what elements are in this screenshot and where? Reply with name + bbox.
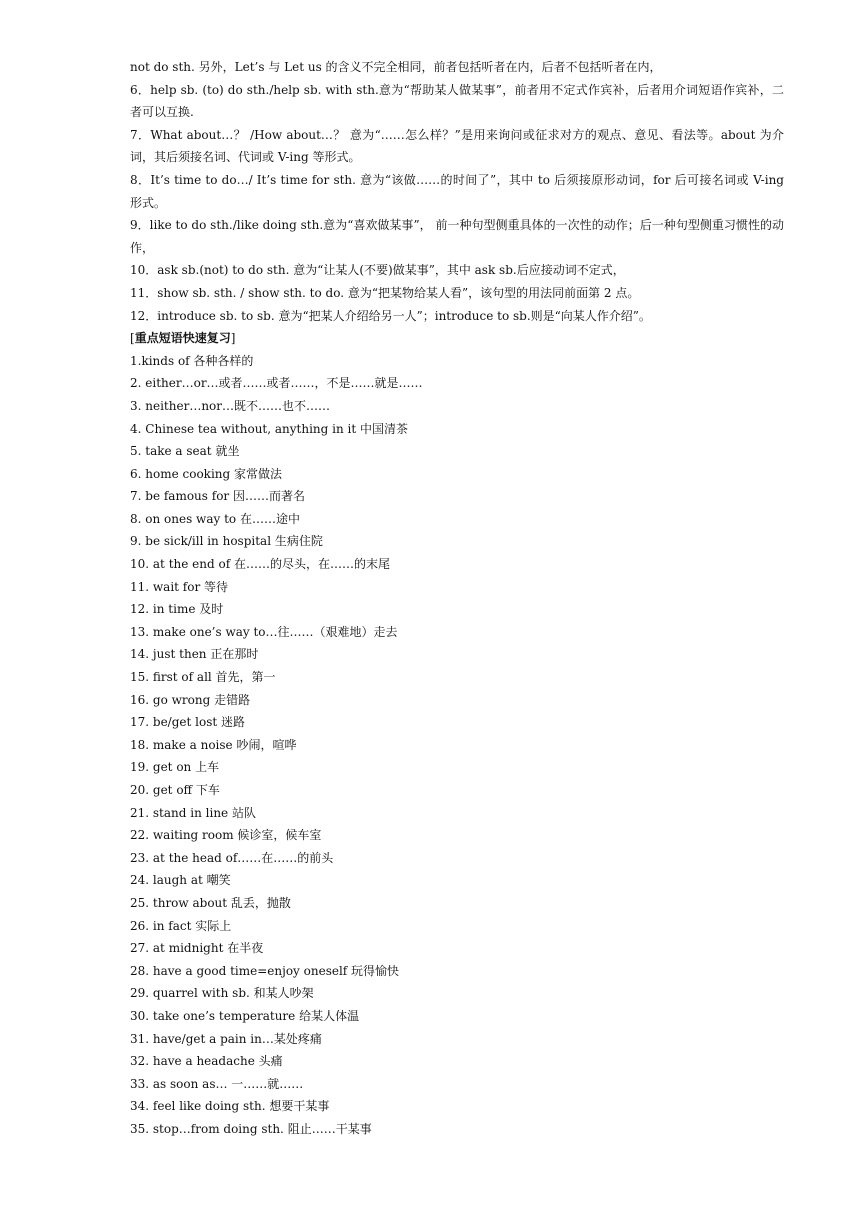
phrase-item: 1.kinds of 各种各样的 (130, 353, 254, 368)
phrase-item: 10. at the end of 在……的尽头，在……的末尾 (130, 557, 390, 572)
phrase-item: 34. feel like doing sth. 想要干某事 (130, 1099, 330, 1114)
paragraph-6: 10．ask sb.(not) to do sth. 意为“让某人(不要)做某事”，其中 ask sb.后应接动词不定式， (130, 263, 625, 278)
phrase-list (130, 350, 784, 1141)
paragraph-7: 11．show sb. sth. / show sth. to do. 意为“把某物给某人看”，该句型的用法同前面第 2 点。 (130, 285, 640, 300)
phrase-item: 27. at midnight 在半夜 (130, 941, 264, 956)
phrase-item: 12. in time 及时 (130, 602, 224, 617)
phrase-item: 14. just then 正在那时 (130, 647, 259, 662)
paragraph-1: not do sth. 另外，Let’s 与 Let us 的含义不完全相同，前者包括听者在内，后者不包括听者在内， (130, 60, 662, 74)
phrase-item: 29. quarrel with sb. 和某人吵架 (130, 986, 314, 1001)
phrase-item: 6. home cooking 家常做法 (130, 466, 283, 481)
paragraph-2: 6．help sb. (to) do sth./help sb. with sth.意为“帮助某人做某事”，前者用不定式作宾补，后者用介词短语作宾补，二者可以互换. (130, 82, 784, 120)
phrase-item: 31. have/get a pain in…某处疼痛 (130, 1031, 322, 1046)
phrase-item: 25. throw about 乱丢，抛散 (130, 895, 291, 910)
heading-title: 重点短语快速复习 (134, 331, 231, 346)
phrase-item: 5. take a seat 就坐 (130, 444, 240, 459)
phrase-item: 11. wait for 等待 (130, 579, 229, 594)
phrase-item: 4. Chinese tea without, anything in it 中国清茶 (130, 421, 409, 436)
phrase-item: 33. as soon as… 一……就…… (130, 1076, 304, 1091)
paragraph-8: 12．introduce sb. to sb. 意为“把某人介绍给另一人”；introduce to sb.则是“向某人作介绍”。 (130, 308, 651, 323)
phrase-item: 2. either…or…或者……或者……，不是……就是…… (130, 376, 423, 391)
phrase-item: 9. be sick/ill in hospital 生病住院 (130, 534, 323, 549)
phrase-item: 13. make one’s way to…往……（艰难地）走去 (130, 624, 398, 639)
phrase-item: 30. take one’s temperature 给某人体温 (130, 1008, 360, 1023)
phrase-item: 26. in fact 实际上 (130, 918, 232, 933)
paragraph-3: 7．What about…？ /How about…？ 意为“……怎么样？”是用来询问或征求对方的观点、意见、看法等。about 为介词，其后须接名词、代词或 V-ing 等形式。 (130, 127, 784, 165)
phrase-item: 8. on ones way to 在……途中 (130, 511, 300, 526)
heading-close-bracket: ] (230, 331, 236, 346)
phrase-item: 3. neither…nor…既不……也不…… (130, 398, 331, 413)
phrase-item: 35. stop…from doing sth. 阻止……干某事 (130, 1121, 372, 1136)
phrase-item: 7. be famous for 因……而著名 (130, 489, 305, 504)
document-page (130, 56, 784, 1141)
paragraph-5: 9．like to do sth./like doing sth.意为“喜欢做某事”， 前一种句型侧重具体的一次性的动作；后一种句型侧重习惯性的动作， (130, 218, 784, 255)
heading-open-bracket: [ (130, 331, 135, 346)
section-heading (130, 327, 784, 350)
paragraph-4: 8．It’s time to do…/ It’s time for sth. 意为“该做……的时间了”，其中 to 后须接原形动词，for 后可接名词或 V-ing 形式。 (130, 172, 784, 210)
phrase-item: 32. have a headache 头痛 (130, 1054, 283, 1069)
phrase-item: 28. have a good time=enjoy oneself 玩得愉快 (130, 963, 400, 978)
phrase-item: 16. go wrong 走错路 (130, 692, 251, 707)
phrase-item: 15. first of all 首先，第一 (130, 670, 276, 685)
phrase-item: 24. laugh at 嘲笑 (130, 873, 231, 888)
phrase-item: 23. at the head of……在……的前头 (130, 850, 334, 865)
phrase-item: 21. stand in line 站队 (130, 805, 256, 820)
phrase-item: 19. get on 上车 (130, 760, 220, 775)
phrase-item: 22. waiting room 候诊室，候车室 (130, 828, 322, 843)
phrase-item: 20. get off 下车 (130, 783, 220, 797)
grammar-notes (130, 56, 784, 327)
phrase-item: 18. make a noise 吵闹，喧哗 (130, 737, 297, 752)
phrase-item: 17. be/get lost 迷路 (130, 715, 246, 730)
